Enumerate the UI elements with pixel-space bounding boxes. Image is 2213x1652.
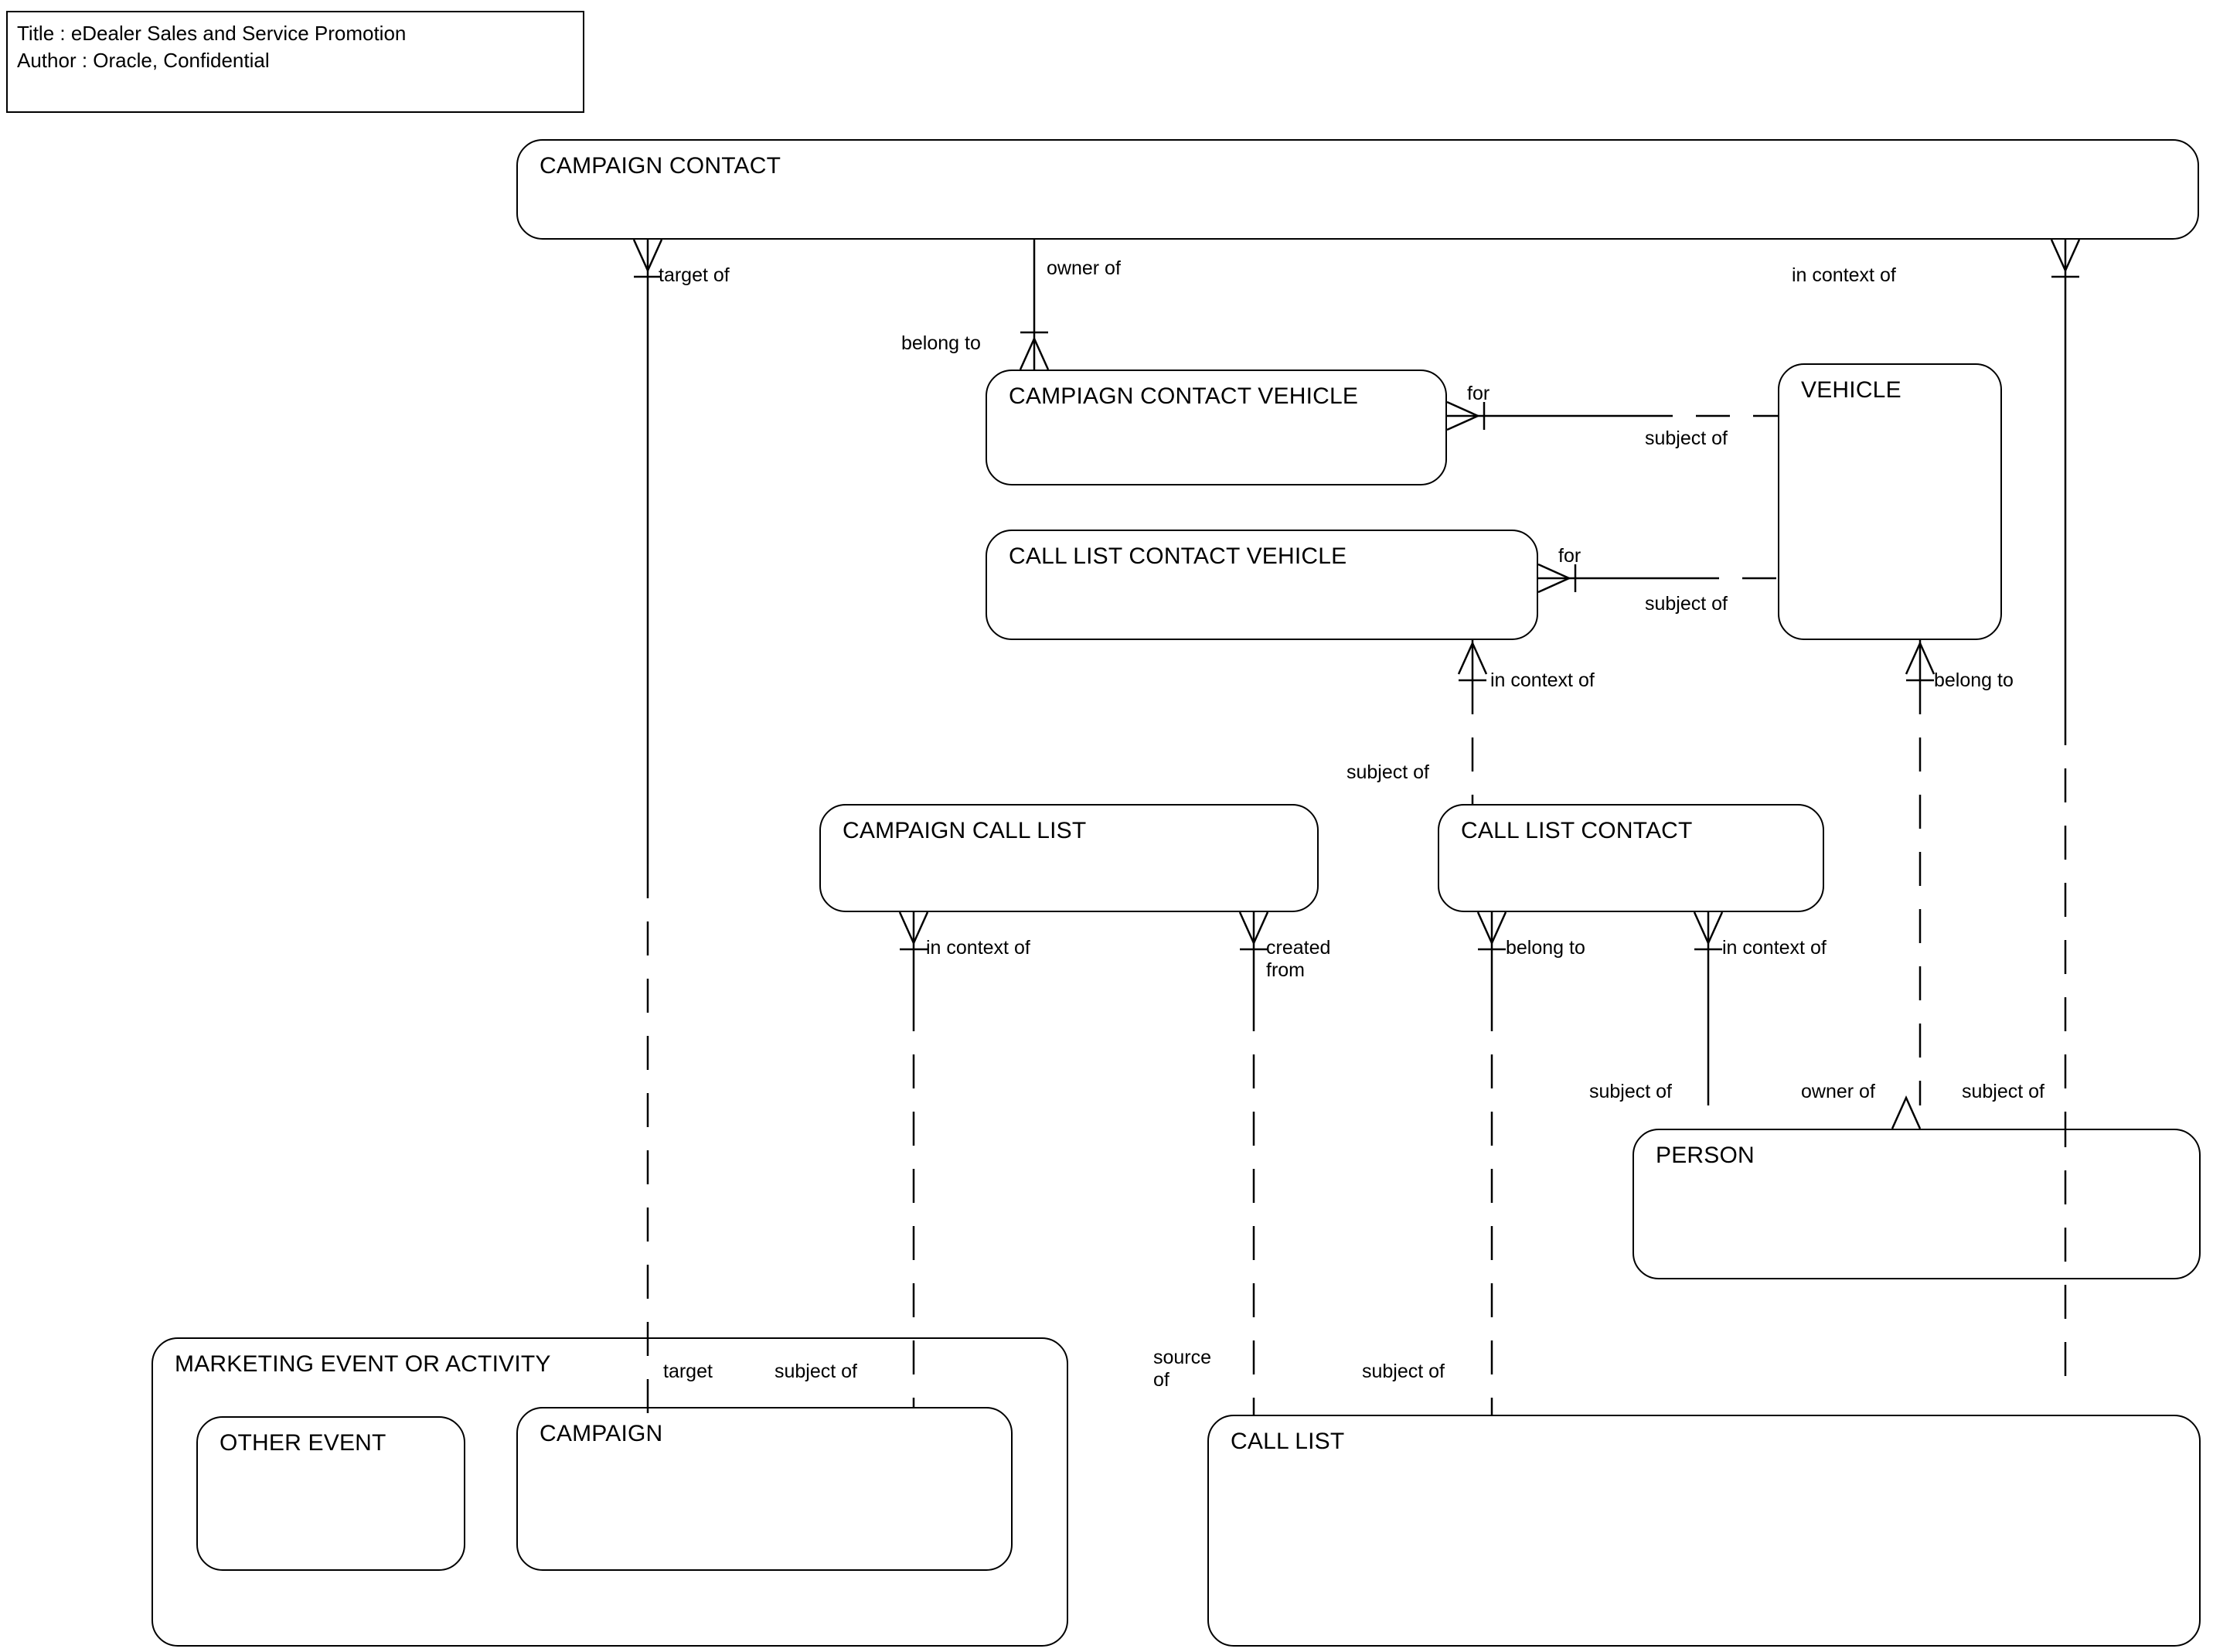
entity-label: CALL LIST (1231, 1429, 1345, 1454)
entity-call-list-contact[interactable] (1438, 804, 1824, 912)
entity-label: CALL LIST CONTACT (1461, 818, 1693, 843)
title-line: Title : eDealer Sales and Service Promotion (17, 22, 407, 45)
relationship-label-in-context-of-3: in context of (926, 937, 1030, 959)
relationship-label-target-of: target of (659, 264, 730, 286)
relationship-label-created-from: created from (1266, 937, 1331, 981)
entity-label: VEHICLE (1801, 377, 1901, 403)
relationship-label-subject-of-2: subject of (1645, 593, 1728, 615)
relationship-label-subject-of-4: subject of (1589, 1081, 1673, 1102)
relationship-label-belong-to-3: belong to (1506, 937, 1585, 959)
relationship-label-source-of: source of (1153, 1347, 1212, 1391)
relationship-label-subject-of-3: subject of (1347, 761, 1430, 783)
relationship-label-for: for (1467, 383, 1490, 404)
entity-label: CAMPAIGN CALL LIST (843, 818, 1087, 843)
entity-campaign-contact[interactable] (516, 139, 2199, 240)
entity-label: MARKETING EVENT OR ACTIVITY (175, 1351, 551, 1377)
entity-label: CALL LIST CONTACT VEHICLE (1009, 543, 1347, 569)
entity-person[interactable] (1633, 1129, 2201, 1279)
entity-campaign[interactable] (516, 1407, 1013, 1571)
relationship-label-in-context-of-2: in context of (1490, 669, 1595, 691)
relationship-label-belong-to-2: belong to (1934, 669, 2014, 691)
entity-label: CAMPAIGN CONTACT (540, 153, 781, 179)
relationship-label-owner-of-2: owner of (1801, 1081, 1875, 1102)
relationship-label-for-2: for (1558, 545, 1581, 567)
relationship-label-in-context-of-4: in context of (1722, 937, 1827, 959)
entity-label: CAMPAIGN (540, 1421, 663, 1446)
entity-label: OTHER EVENT (220, 1430, 386, 1456)
relationship-label-subject-of-7: subject of (1362, 1361, 1445, 1382)
author-line: Author : Oracle, Confidential (17, 49, 270, 72)
relationship-label-belong-to: belong to (901, 332, 981, 354)
entity-vehicle[interactable] (1778, 363, 2002, 640)
entity-other-event[interactable] (196, 1416, 465, 1571)
entity-call-list-contact-vehicle[interactable] (986, 530, 1538, 640)
relationship-label-subject-of-6: subject of (775, 1361, 858, 1382)
title-block (6, 11, 584, 113)
entity-campaign-call-list[interactable] (819, 804, 1319, 912)
entity-campaign-contact-vehicle[interactable] (986, 370, 1447, 485)
relationship-label-owner-of: owner of (1047, 257, 1121, 279)
relationship-label-subject-of-5: subject of (1962, 1081, 2045, 1102)
relationship-label-subject-of: subject of (1645, 427, 1728, 449)
entity-label: CAMPIAGN CONTACT VEHICLE (1009, 383, 1359, 409)
relationship-label-in-context-of: in context of (1792, 264, 1896, 286)
entity-call-list[interactable] (1207, 1415, 2201, 1647)
relationship-label-target: target (663, 1361, 713, 1382)
entity-label: PERSON (1656, 1143, 1755, 1168)
